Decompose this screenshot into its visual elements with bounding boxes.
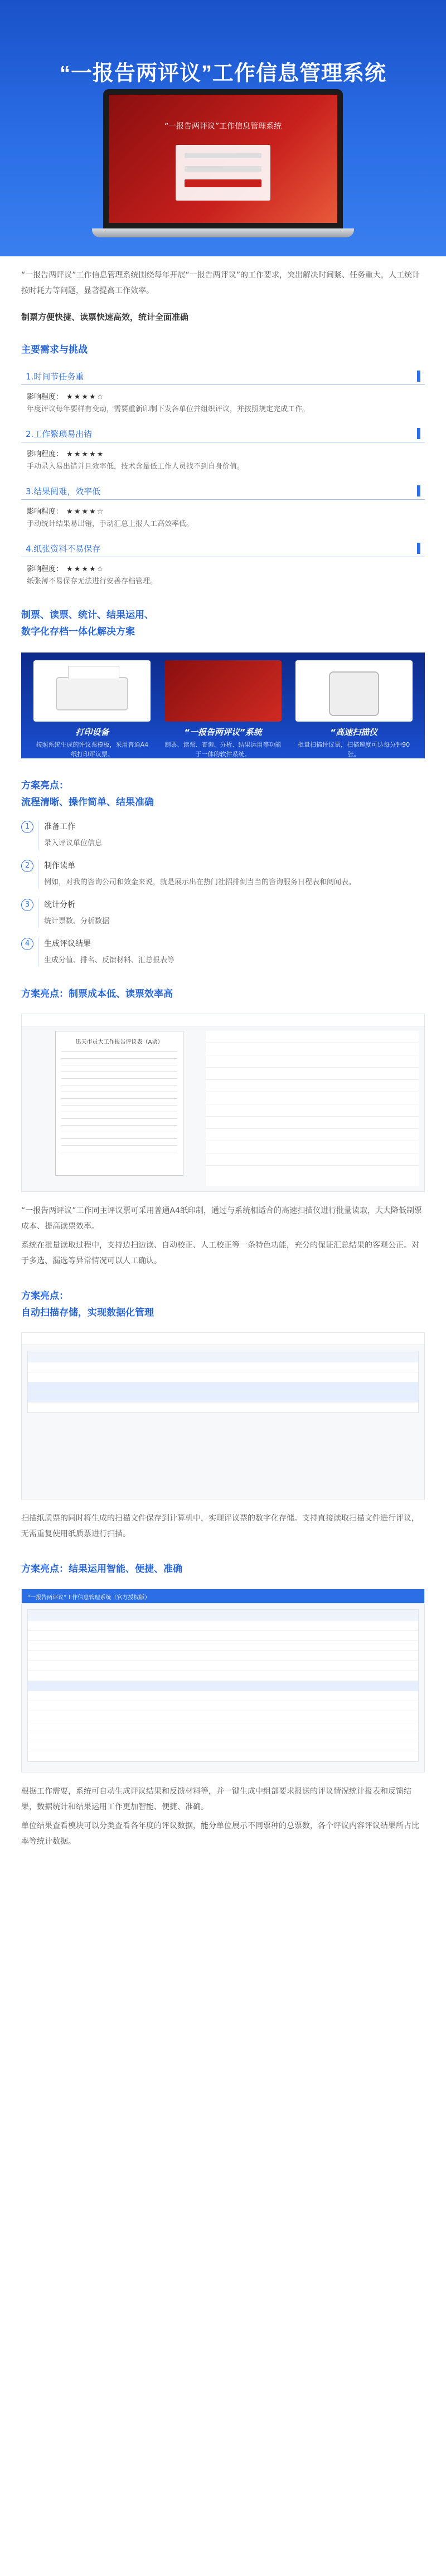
laptop-base	[92, 228, 354, 237]
table-row[interactable]	[28, 1372, 418, 1382]
challenge-title	[21, 368, 425, 385]
solution-title-line2: 数字化存档一体化解决方案	[21, 626, 135, 637]
table-row[interactable]	[28, 1711, 418, 1721]
star-rating-icon: ★★★★★	[66, 450, 105, 459]
login-button	[185, 179, 261, 187]
app-topbar	[22, 1333, 424, 1345]
process-step	[21, 899, 425, 928]
table-row[interactable]	[28, 1631, 418, 1641]
table-row[interactable]	[61, 1085, 177, 1092]
scan-file-table	[27, 1351, 419, 1413]
impact-level	[21, 563, 425, 573]
steps-list	[21, 821, 425, 967]
table-row[interactable]	[28, 1681, 418, 1691]
table-row[interactable]	[61, 1139, 177, 1146]
table-row[interactable]	[61, 1045, 177, 1052]
system-image	[164, 660, 282, 722]
highlight3-title	[21, 1288, 425, 1321]
card-title: “高速扫描仪	[330, 727, 377, 737]
username-field	[185, 153, 261, 158]
table-row[interactable]	[61, 1146, 177, 1152]
table-row[interactable]	[206, 1080, 419, 1092]
printer-icon	[56, 677, 128, 710]
result-panel	[206, 1031, 419, 1186]
tagline: 制票方便快捷、读票快速高效，统计全面准确	[21, 312, 189, 322]
challenge-desc: 年度评议每年要样有变动，需要重新印制下发各单位并组织评议，并按照规定完成工作。	[27, 405, 310, 413]
star-rating-icon: ★★★★☆	[66, 508, 105, 516]
step-body	[38, 821, 425, 850]
card-title: “一报告两评议”系统	[184, 727, 262, 737]
card-desc: 制票、读票、查询、分析、结果运用等功能于一体的软件系统。	[164, 741, 282, 758]
solution-title-line1: 制票、读票、统计、结果运用、	[21, 610, 154, 621]
laptop-illustration	[103, 89, 343, 240]
table-header	[28, 1351, 418, 1362]
highlight2-para1: “一报告两评议”工作同主评议票可采用普通A4纸印制，通过与系统相适合的高速扫描仪进行批量读取，大大降低制票成本、提高读票效率。	[21, 1206, 422, 1231]
challenge-title-text: 1.时间节任务重	[26, 372, 84, 382]
table-row[interactable]	[61, 1092, 177, 1099]
storage-screenshot	[21, 1332, 425, 1499]
highlight2-para2: 系统在批量读取过程中，支持边扫边读、自动校正、人工校正等一条特色功能，充分的保证汇总结果的客观公正。对于多选、漏选等异常情况可以人工确认。	[21, 1241, 419, 1265]
highlight2-title: 方案亮点：制票成本低、读票效率高	[21, 988, 173, 1000]
table-row[interactable]	[28, 1651, 418, 1661]
table-row[interactable]	[28, 1362, 418, 1372]
accent-bar	[417, 485, 420, 496]
challenge-title-text: 2.工作繁琐易出错	[26, 429, 93, 439]
step-number: 3	[21, 899, 33, 911]
challenge-desc: 纸张薄不易保存无法进行安善存档管理。	[27, 577, 158, 586]
step-name: 准备工作	[44, 822, 75, 831]
card-printer	[33, 660, 151, 758]
table-row[interactable]	[61, 1119, 177, 1126]
step-desc: 统计票数、分析数据	[44, 917, 110, 926]
table-row[interactable]	[28, 1721, 418, 1731]
step-name: 统计分析	[44, 900, 75, 909]
table-row[interactable]	[206, 1104, 419, 1117]
reading-screenshot	[21, 1014, 425, 1192]
highlight1-title-line1: 方案亮点：	[21, 780, 69, 791]
table-row[interactable]	[28, 1641, 418, 1651]
table-row[interactable]	[61, 1099, 177, 1106]
table-row[interactable]	[61, 1126, 177, 1132]
table-row[interactable]	[28, 1403, 418, 1413]
challenge-title	[21, 540, 425, 557]
table-row[interactable]	[28, 1392, 418, 1403]
impact-label: 影响程度：	[27, 565, 64, 573]
highlight4-title: 方案亮点：结果运用智能、便捷、准确	[21, 1564, 182, 1575]
solution-panel	[21, 652, 425, 758]
scanner-image	[295, 660, 413, 722]
step-body	[38, 860, 425, 889]
table-row[interactable]	[28, 1751, 418, 1761]
table-row[interactable]	[61, 1072, 177, 1079]
step-desc: 录入评议单位信息	[44, 839, 103, 848]
step-body	[38, 899, 425, 928]
table-row[interactable]	[206, 1043, 419, 1055]
table-row[interactable]	[61, 1079, 177, 1085]
challenge-item	[21, 368, 425, 416]
table-row[interactable]	[206, 1055, 419, 1068]
impact-label: 影响程度：	[27, 450, 64, 459]
impact-label: 影响程度：	[27, 393, 64, 401]
step-desc: 生成分值、排名、反馈材料、汇总报表等	[44, 956, 175, 965]
hero-title: “一报告两评议”工作信息管理系统	[59, 62, 386, 85]
challenge-desc: 手动录入易出错并且效率低，技术含量低工作人员找不到自身价值。	[27, 462, 245, 471]
highlight3-title-line2: 自动扫描存储，实现数据化管理	[21, 1307, 154, 1318]
table-row[interactable]	[206, 1153, 419, 1166]
solution-title	[21, 607, 425, 640]
step-desc: 例如，对我的咨询公司和效金来说，就是展示出在热门社招排倒当当的咨询服务日程表和阅闻表。	[44, 878, 356, 887]
login-box	[176, 145, 270, 201]
ballot-title: 迅天市员大工作报告评议表（A票）	[75, 1039, 163, 1045]
challenge-item	[21, 483, 425, 530]
impact-label: 影响程度：	[27, 508, 64, 516]
table-row[interactable]	[28, 1691, 418, 1701]
table-row[interactable]	[28, 1701, 418, 1711]
highlight4-para1: 根据工作需要，系统可自动生成评议结果和反馈材料等，并一键生成中组部要求报送的评议情况统计报表和反馈结果，数据统计和结果运用工作更加智能、便捷、准确。	[21, 1787, 411, 1812]
table-row[interactable]	[28, 1741, 418, 1751]
table-row[interactable]	[28, 1671, 418, 1681]
table-header	[28, 1610, 418, 1621]
challenge-desc: 手动统计结果易出错，手动汇总上报人工高效率低。	[27, 520, 194, 528]
ballot-document	[55, 1031, 183, 1176]
star-rating-icon: ★★★★☆	[66, 393, 105, 401]
step-body	[38, 938, 425, 967]
intro-text: “一报告两评议”工作信息管理系统围绕每年开展“一报告两评议”的工作要求，突出解决时间紧、任务重大，人工统计按时耗力等问题，显著提高工作效率。	[21, 271, 420, 295]
table-row[interactable]	[28, 1621, 418, 1631]
highlight1-title	[21, 777, 425, 811]
login-screen	[109, 95, 337, 223]
table-row[interactable]	[28, 1382, 418, 1392]
app-titlebar: “一报告两评议”工作信息管理系统（官方授权版）	[22, 1589, 424, 1604]
results-table	[27, 1609, 419, 1762]
table-row[interactable]	[61, 1052, 177, 1059]
highlight3-title-line1: 方案亮点：	[21, 1291, 69, 1302]
table-row[interactable]	[61, 1059, 177, 1065]
step-name: 生成评议结果	[44, 939, 91, 948]
table-row[interactable]	[28, 1731, 418, 1741]
table-row[interactable]	[206, 1068, 419, 1080]
step-name: 制作读单	[44, 861, 75, 870]
challenge-title	[21, 426, 425, 442]
card-desc: 按照系统生成的评议票模板，采用普通A4纸打印评议票。	[36, 741, 149, 758]
table-row[interactable]	[206, 1129, 419, 1141]
password-field	[185, 166, 261, 172]
screen-title: “一报告两评议”工作信息管理系统	[164, 122, 282, 131]
highlight3-para: 扫描纸质票的同时将生成的扫描文件保存到计算机中，实现评议票的数字化存储。支持直接读取扫描文件进行评议，无需重复使用纸质票进行扫描。	[21, 1514, 419, 1538]
table-row[interactable]	[61, 1065, 177, 1072]
challenge-title-text: 3.结果阅难，效率低	[26, 486, 101, 496]
step-number: 2	[21, 860, 33, 872]
process-step	[21, 821, 425, 850]
printer-image	[33, 660, 151, 722]
needs-title: 主要需求与挑战	[21, 344, 88, 356]
card-system	[164, 660, 282, 758]
laptop-screen	[103, 89, 343, 228]
scanner-icon	[329, 671, 379, 716]
impact-level	[21, 391, 425, 401]
accent-bar	[417, 428, 420, 439]
accent-bar	[417, 371, 420, 382]
challenge-item	[21, 426, 425, 473]
table-row[interactable]	[61, 1106, 177, 1112]
results-screenshot	[21, 1589, 425, 1772]
impact-level	[21, 505, 425, 516]
step-number: 4	[21, 938, 33, 950]
table-row[interactable]	[28, 1661, 418, 1671]
table-row[interactable]	[206, 1141, 419, 1153]
table-row[interactable]	[61, 1112, 177, 1119]
table-row[interactable]	[206, 1092, 419, 1104]
challenge-title-text: 4.纸张资料不易保存	[26, 544, 101, 554]
app-topbar	[22, 1014, 424, 1026]
highlight4-para2: 单位结果查看模块可以分类查看各年度的评议数据，能分单位展示不同票种的总票数，各个评议内容评议结果所占比率等统计数据。	[21, 1822, 419, 1846]
card-title: 打印设备	[75, 727, 109, 737]
highlight1-title-line2: 流程清晰、操作简单、结果准确	[21, 797, 154, 808]
impact-level	[21, 448, 425, 459]
accent-bar	[417, 543, 420, 554]
card-desc: 批量扫描评议票，扫描速度可达每分钟90张。	[298, 741, 410, 758]
needs-list	[21, 368, 425, 588]
card-scanner	[295, 660, 413, 758]
star-rating-icon: ★★★★☆	[66, 565, 105, 573]
process-step	[21, 860, 425, 889]
table-row[interactable]	[61, 1132, 177, 1139]
hero-banner	[0, 0, 446, 256]
challenge-item	[21, 540, 425, 588]
challenge-title	[21, 483, 425, 500]
table-row[interactable]	[206, 1117, 419, 1129]
process-step	[21, 938, 425, 967]
table-row[interactable]	[206, 1031, 419, 1043]
main-content	[0, 267, 446, 1849]
step-number: 1	[21, 821, 33, 833]
